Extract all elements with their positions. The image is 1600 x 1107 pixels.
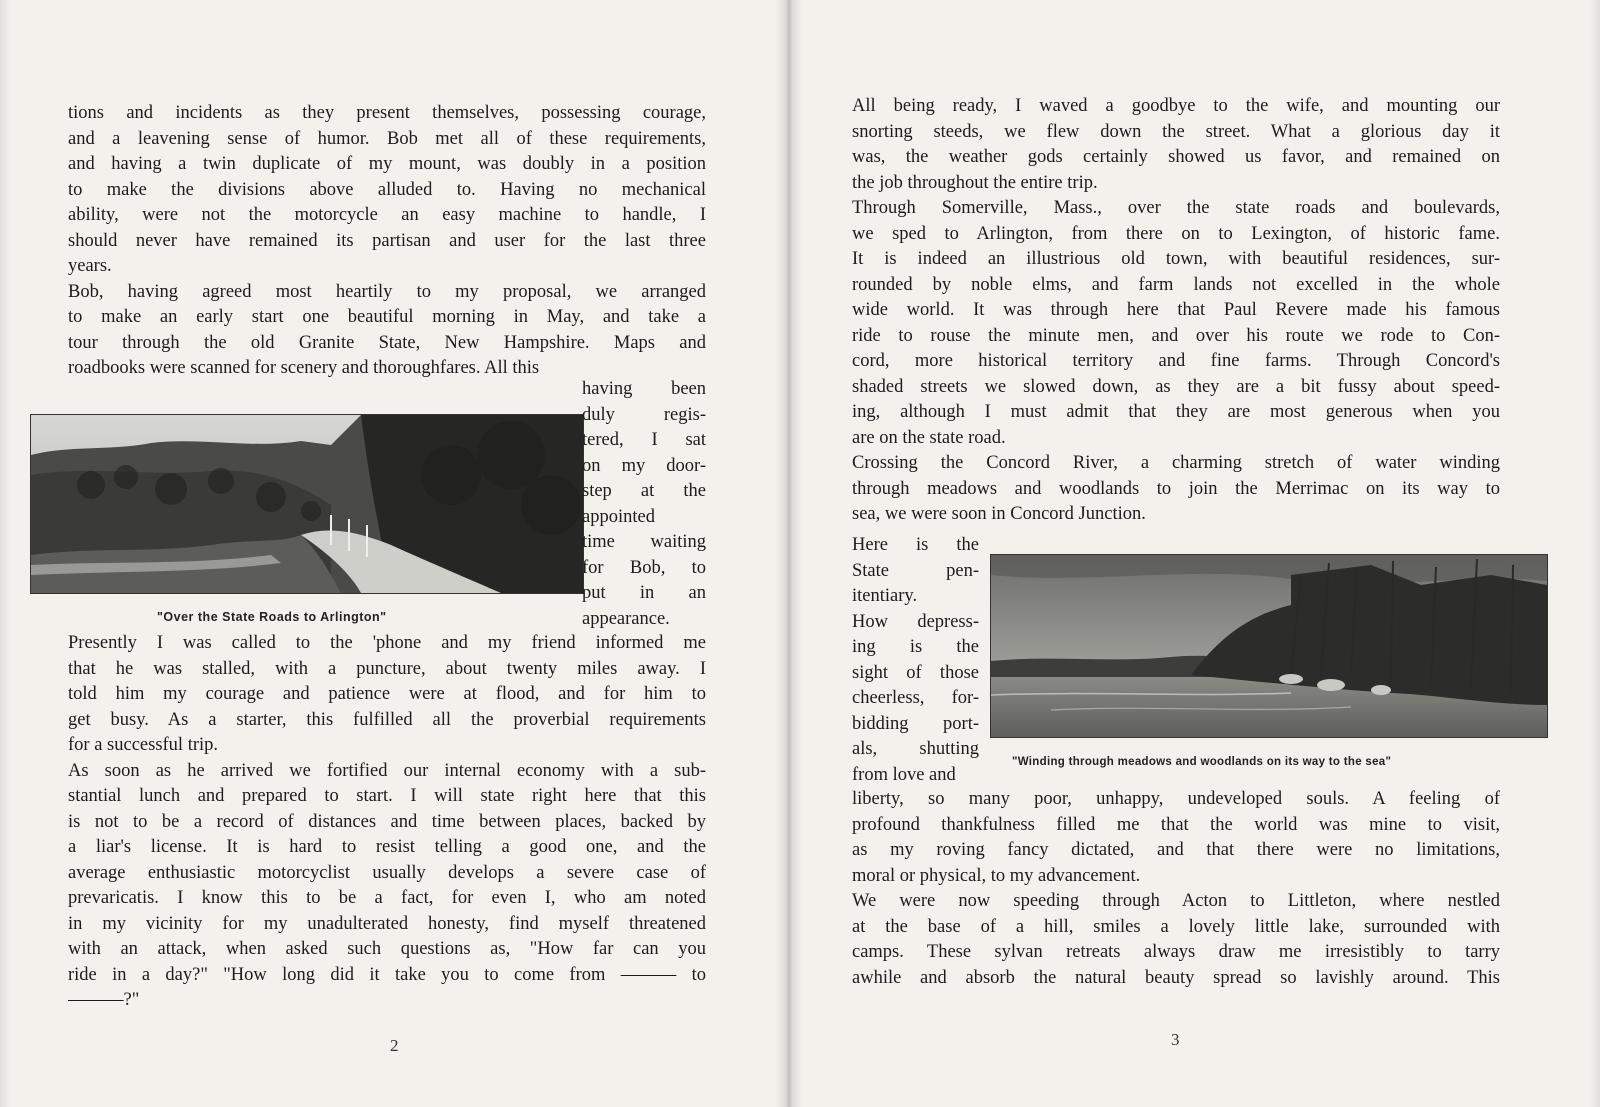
paragraph-line: and a leavening sense of humor. Bob met all of these requirements, (68, 128, 706, 149)
paragraph-line: shaded streets we slowed down, as they are a bit fussy about speed- (852, 376, 1500, 397)
wrap-text-line: cheerless, for- (852, 688, 979, 708)
paragraph-line: we sped to Arlington, from there on to Lexington, of historic fame. (852, 223, 1500, 244)
wrap-text-line: from love and (852, 764, 956, 785)
paragraph-line: profound thankfulness filled me that the world was mine to visit, (852, 814, 1500, 835)
paragraph-line: at the base of a hill, smiles a lovely little lake, surrounded with (852, 916, 1500, 937)
paragraph-line: Presently I was called to the 'phone and my friend informed me (68, 633, 706, 653)
paragraph-line: It is indeed an illustrious old town, with beautiful residences, sur- (852, 249, 1500, 269)
river-landscape-image (991, 555, 1547, 737)
wrap-text-line: tered, I sat (582, 430, 706, 450)
wrap-text-line: appointed (582, 506, 655, 527)
paragraph-line: moral or physical, to my advancement. (852, 865, 1141, 886)
paragraph-line: liberty, so many poor, unhappy, undeveloped souls. A feeling of (852, 789, 1500, 809)
paragraph-line: with an attack, when asked such questions as, "How far can you (68, 939, 706, 959)
image-caption: "Over the State Roads to Arlington" (157, 610, 387, 624)
photo-winding-river (990, 554, 1548, 738)
paragraph-line: tions and incidents as they present themselves, possessing courage, (68, 103, 706, 123)
paragraph-line: is not to be a record of distances and time between places, backed by (68, 811, 706, 832)
page-edge-shadow (0, 0, 10, 1107)
paragraph-line: All being ready, I waved a goodbye to the wife, and mounting our (852, 96, 1500, 116)
paragraph-line: for a successful trip. (68, 735, 219, 755)
wrap-text-line: ing is the (852, 637, 979, 657)
wrap-text-line: itentiary. (852, 586, 918, 606)
paragraph-line: snorting steeds, we flew down the street. What a glorious day it (852, 121, 1500, 142)
paragraph-line: get busy. As a starter, this fulfilled all the proverbial requirements (68, 709, 706, 730)
wrap-text-line: Here is the (852, 535, 979, 555)
book-gutter (776, 0, 802, 1107)
paragraph-line: ing, although I must admit that they are most generous when you (852, 402, 1500, 422)
paragraph-line: awhile and absorb the natural beauty spread so lavishly around. This (852, 967, 1500, 988)
paragraph-line: that he was stalled, with a puncture, about twenty miles away. I (68, 658, 706, 679)
photo-state-roads-arlington (30, 414, 584, 594)
wrap-text-line: als, shutting (852, 739, 979, 759)
page-number: 3 (1171, 1030, 1180, 1049)
paragraph-line: sea, we were soon in Concord Junction. (852, 504, 1146, 524)
paragraph-line: was, the weather gods certainly showed us favor, and remained on (852, 147, 1500, 167)
paragraph-line: to make an early start one beautiful morning in May, and take a (68, 307, 706, 327)
paragraph-line: to make the divisions above alluded to. Having no mechanical (68, 179, 706, 200)
paragraph-line: in my vicinity for my unadulterated honesty, find myself threatened (68, 913, 706, 934)
wrap-text-line: duly regis- (582, 404, 706, 425)
paragraph-line: Bob, having agreed most heartily to my proposal, we arranged (68, 281, 706, 302)
paragraph-line: rounded by noble elms, and farm lands not excelled in the whole (852, 274, 1500, 295)
paragraph-line: and having a twin duplicate of my mount, was doubly in a position (68, 154, 706, 174)
paragraph-line: as my roving fancy dictated, and that there were no limitations, (852, 840, 1500, 860)
paragraph-line: through meadows and woodlands to join the Merrimac on its way to (852, 478, 1500, 499)
paragraph-line: the job throughout the entire trip. (852, 172, 1098, 193)
paragraph-line: Through Somerville, Mass., over the state roads and boulevards, (852, 198, 1500, 218)
paragraph-line: average enthusiastic motorcyclist usually develops a severe case of (68, 862, 706, 883)
paragraph-line: are on the state road. (852, 427, 1006, 448)
paragraph-line: tour through the old Granite State, New Hampshire. Maps and (68, 332, 706, 353)
paragraph-line: ride to rouse the minute men, and over his route we rode to Con- (852, 325, 1500, 346)
wrap-text-line: sight of those (852, 662, 979, 683)
wrap-text-line: How depress- (852, 611, 979, 632)
wrap-text-line: having been (582, 379, 706, 399)
wrap-text-line: for Bob, to (582, 557, 706, 578)
paragraph-line: ability, were not the motorcycle an easy machine to handle, I (68, 205, 706, 225)
page-number: 2 (390, 1036, 399, 1055)
paragraph-line: ride in a day?" "How long did it take you to come from ——— to (68, 964, 706, 985)
wrap-text-line: on my door- (582, 455, 706, 476)
wrap-text-line: step at the (582, 481, 706, 501)
wrap-text-line: appearance. (582, 608, 670, 629)
paragraph-line: Crossing the Concord River, a charming stretch of water winding (852, 453, 1500, 473)
page-edge-shadow (1590, 0, 1600, 1107)
paragraph-line: should never have remained its partisan and user for the last three (68, 230, 706, 251)
wrap-text-line: State pen- (852, 560, 979, 581)
paragraph-line: As soon as he arrived we fortified our internal economy with a sub- (68, 760, 706, 781)
paragraph-line: roadbooks were scanned for scenery and thoroughfares. All this (68, 358, 540, 378)
paragraph-line: stantial lunch and prepared to start. I will state right here that this (68, 786, 706, 806)
paragraph-line: cord, more historical territory and fine farms. Through Concord's (852, 351, 1500, 371)
paragraph-line: told him my courage and patience were at flood, and for him to (68, 684, 706, 704)
image-caption: "Winding through meadows and woodlands on its way to the sea" (1012, 756, 1392, 768)
wrap-text-line: bidding port- (852, 713, 979, 734)
paragraph-line: a liar's license. It is hard to resist telling a good one, and the (68, 837, 706, 857)
paragraph-line: prevaricatis. I know this to be a fact, for even I, who am noted (68, 888, 706, 908)
paragraph-line: years. (68, 256, 112, 276)
road-landscape-image (31, 415, 583, 593)
paragraph-line: ———?" (68, 990, 140, 1010)
paragraph-line: We were now speeding through Acton to Littleton, where nestled (852, 891, 1500, 911)
wrap-text-line: time waiting (582, 532, 706, 552)
paragraph-line: camps. These sylvan retreats always draw me irresistibly to tarry (852, 942, 1500, 962)
paragraph-line: wide world. It was through here that Paul Revere made his famous (852, 300, 1500, 320)
wrap-text-line: put in an (582, 583, 706, 603)
